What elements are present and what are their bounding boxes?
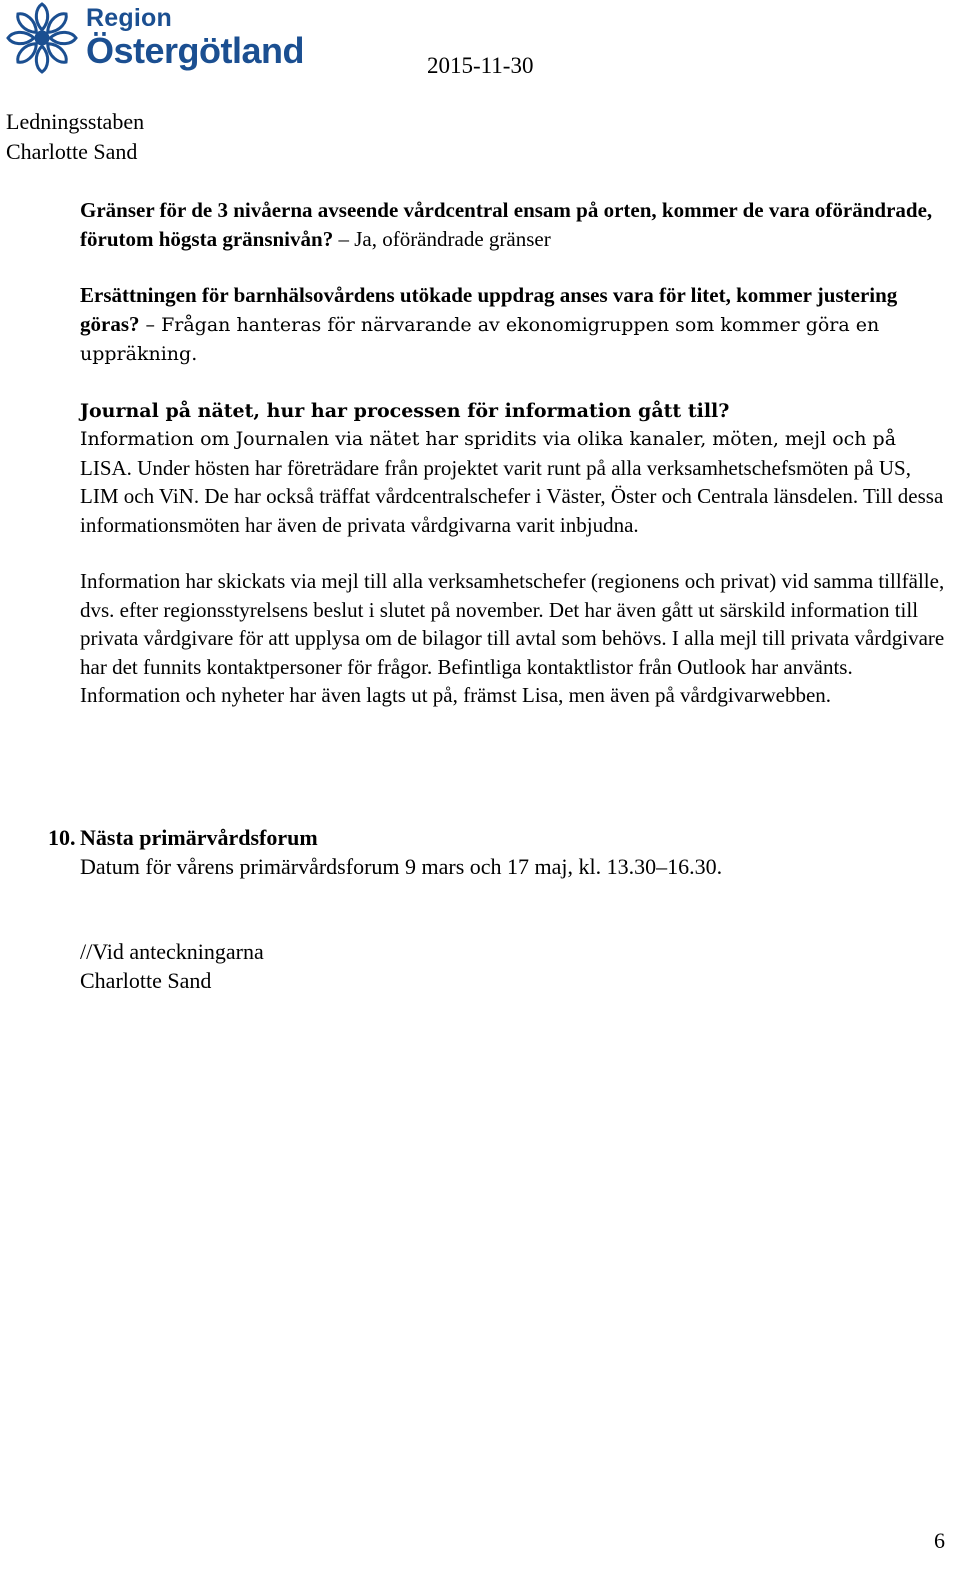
department-name: Ledningsstaben <box>6 109 145 134</box>
paragraph-grans <box>80 196 948 253</box>
section-10-text: Datum för vårens primärvårdsforum 9 mars och 17 maj, kl. 13.30–16.30. <box>80 854 723 879</box>
question-grans: Gränser för de 3 nivåerna avseende vårdcentral ensam på orten, kommer de vara oförändrade, förutom högsta gränsnivån? <box>80 198 933 251</box>
answer-journal-part1: Information om Journalen via nätet har spridits via olika kanaler, möten, mejl och på <box>80 428 897 450</box>
logo-wordmark <box>86 6 304 69</box>
signature-line-1: //Vid anteckningarna <box>80 939 264 964</box>
paragraph-journal <box>80 397 948 454</box>
page-number: 6 <box>934 1528 945 1553</box>
paragraph-barnhalsovard <box>80 281 948 369</box>
answer-grans: – Ja, oförändrade gränser <box>333 226 551 251</box>
section-10-heading <box>48 823 722 852</box>
signature-line-2: Charlotte Sand <box>80 968 212 993</box>
paragraph-journal-continued <box>80 454 948 540</box>
logo-line-region: Region <box>86 4 172 32</box>
logo-line-ostergotland: Östergötland <box>86 30 305 71</box>
author-name: Charlotte Sand <box>6 139 138 164</box>
document-body <box>80 196 948 710</box>
question-journal: Journal på nätet, hur har processen för information gått till? <box>80 399 730 422</box>
section-10 <box>48 823 722 881</box>
answer-barnhalsovard: – Frågan hanteras för närvarande av ekonomigruppen som kommer göra en uppräkning. <box>80 313 880 365</box>
flower-logo-icon <box>4 2 80 74</box>
question-barnhalsovard: Ersättningen för barnhälsovårdens utökade uppdrag anses vara för litet, kommer justering göras? <box>80 283 898 336</box>
answer-journal-part2: LISA. Under hösten har företrädare från projektet varit runt på alla verksamhetschefsmöten på US, LIM och ViN. De har också träffat vårdcentralschefer i Väster, Öster och Centrala länsdelen. Till dessa informationsmöten har även de privata vårdgivarna varit inbjudna. <box>80 455 944 537</box>
section-10-number: 10. <box>48 825 76 850</box>
document-date: 2015-11-30 <box>427 53 534 78</box>
section-10-title: Nästa primärvårdsforum <box>80 825 318 850</box>
signature-block <box>80 937 264 995</box>
paragraph-journal-information: Information har skickats via mejl till alla verksamhetschefer (regionens och privat) vid samma tillfälle, dvs. efter regionsstyrelsens beslut i slutet på november. Det har även gått ut särskild information till privata vårdgivare för att upplysa om de bilagor till avtal som behövs. I alla mejl till privata vårdgivare har det funnits kontaktpersoner för frågor. Befintliga kontaktlistor från Outlook har använts. Information och nyheter har även lagts ut på, främst Lisa, men även på vårdgivarwebben. <box>80 569 945 707</box>
region-logo <box>4 2 304 74</box>
sender-block <box>6 107 144 167</box>
